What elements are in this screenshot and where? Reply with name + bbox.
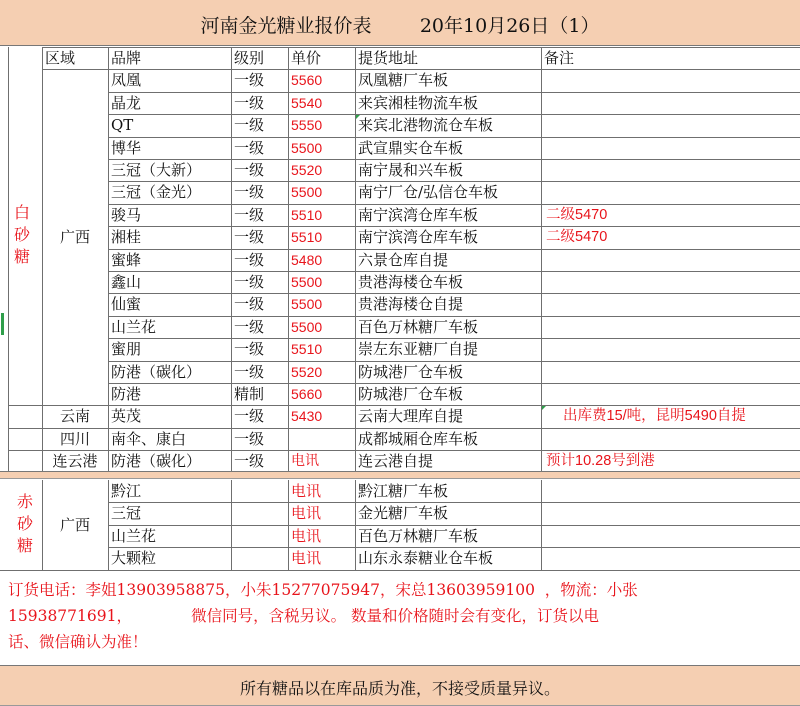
row-selection-marker bbox=[1, 313, 4, 335]
grid-line-h bbox=[108, 293, 800, 294]
price-cell: 5660 bbox=[291, 386, 323, 402]
address-cell: 百色万林糖厂车板 bbox=[358, 317, 479, 336]
grade-cell: 一级 bbox=[234, 295, 265, 314]
grid-line-v bbox=[355, 480, 356, 570]
header-note: 备注 bbox=[544, 49, 575, 67]
grid-line-h bbox=[108, 137, 800, 138]
section-separator bbox=[0, 471, 800, 479]
price-cell: 5540 bbox=[291, 94, 323, 111]
price-cell: 电讯 bbox=[291, 549, 322, 568]
note-cell: 预计10.28号到港 bbox=[546, 453, 655, 470]
address-cell: 来宾北港物流仓车板 bbox=[358, 116, 494, 135]
grid-line-h bbox=[108, 92, 800, 93]
grid-line-h bbox=[42, 428, 108, 429]
address-cell: 云南大理库自提 bbox=[358, 407, 464, 426]
cell-comment-marker bbox=[356, 115, 360, 119]
grade-cell: 一级 bbox=[234, 228, 265, 247]
price-cell: 5520 bbox=[291, 162, 323, 178]
note-cell: 二级5470 bbox=[546, 229, 608, 246]
price-cell: 5520 bbox=[291, 363, 323, 380]
category-char-red: 砂 bbox=[16, 513, 33, 533]
grade-cell: 一级 bbox=[234, 340, 265, 359]
grade-cell: 一级 bbox=[234, 317, 265, 336]
grid-line-v bbox=[108, 47, 109, 473]
brand-cell: 南伞、康白 bbox=[111, 429, 187, 448]
grid-line-h bbox=[108, 204, 800, 205]
brand-cell: 三冠（大新） bbox=[111, 161, 202, 179]
category-char-red: 糖 bbox=[16, 535, 33, 555]
grade-cell: 精制 bbox=[234, 385, 265, 403]
brand-cell: 鑫山 bbox=[111, 273, 142, 291]
grid-line-h bbox=[42, 405, 108, 406]
price-cell: 5500 bbox=[291, 139, 323, 156]
address-cell: 崇左东亚糖厂自提 bbox=[358, 340, 479, 359]
category-left-line bbox=[8, 47, 9, 473]
grade-cell: 一级 bbox=[234, 71, 265, 90]
brand-cell: 防港（碳化） bbox=[111, 362, 202, 381]
brand-cell: 防港（碳化） bbox=[111, 452, 202, 471]
cell-comment-marker bbox=[542, 406, 546, 410]
price-cell: 5560 bbox=[291, 72, 323, 89]
grade-cell: 一级 bbox=[234, 93, 265, 112]
header-price: 单价 bbox=[291, 49, 322, 67]
contact-line-1: 订货电话：李姐13903958875，小朱15277075947，宋总13603959100 ，物流：小张 bbox=[8, 581, 638, 599]
brand-cell: 黔江 bbox=[111, 482, 142, 500]
grid-line-h bbox=[108, 159, 800, 160]
address-cell: 贵港海楼仓自提 bbox=[358, 295, 464, 314]
grade-cell bbox=[231, 480, 288, 502]
grade-cell: 一级 bbox=[234, 362, 265, 381]
contact-line-2: 15938771691， 微信同号，含税另议。 数量和价格随时会有变化，订货以电 bbox=[8, 607, 600, 625]
price-cell: 5510 bbox=[291, 206, 323, 223]
brand-cell: QT bbox=[111, 116, 134, 135]
grid-line-h bbox=[108, 338, 800, 339]
price-cell: 5510 bbox=[291, 229, 323, 246]
grade-cell bbox=[231, 547, 288, 569]
header-region: 区域 bbox=[45, 49, 76, 67]
grid-line-h bbox=[108, 271, 800, 272]
grade-cell: 一级 bbox=[234, 138, 265, 157]
red-section-bottom bbox=[0, 570, 800, 571]
grid-line-v bbox=[288, 480, 289, 570]
address-cell: 百色万林糖厂车板 bbox=[358, 526, 479, 545]
grid-line-h bbox=[42, 450, 108, 451]
grid-line-h bbox=[108, 383, 800, 384]
price-cell: 5500 bbox=[291, 274, 323, 290]
address-cell: 成都城厢仓库车板 bbox=[358, 429, 479, 448]
header-grade: 级别 bbox=[234, 49, 265, 67]
note-cell: 二级5470 bbox=[546, 206, 608, 223]
grid-line-v bbox=[42, 47, 43, 473]
price-cell bbox=[288, 428, 355, 450]
brand-cell: 凤凰 bbox=[111, 71, 142, 90]
grid-line-v bbox=[108, 480, 109, 570]
region-cell: 广西 bbox=[59, 515, 90, 534]
address-cell: 黔江糖厂车板 bbox=[358, 482, 449, 500]
contact-line-3: 话、微信确认为准！ bbox=[8, 633, 148, 651]
address-cell: 连云港自提 bbox=[358, 452, 434, 471]
grid-line-v bbox=[288, 47, 289, 473]
brand-cell: 蜜朋 bbox=[111, 340, 142, 359]
brand-cell: 仙蜜 bbox=[111, 295, 142, 314]
brand-cell: 晶龙 bbox=[111, 93, 142, 112]
grid-line-h bbox=[108, 181, 800, 182]
grid-line-h bbox=[8, 450, 800, 451]
price-cell: 电讯 bbox=[291, 526, 322, 545]
brand-cell: 三冠（金光） bbox=[111, 183, 202, 202]
address-cell: 贵港海楼仓车板 bbox=[358, 273, 464, 291]
grade-cell bbox=[231, 525, 288, 547]
brand-cell: 大颗粒 bbox=[111, 549, 157, 568]
address-cell: 防城港厂仓车板 bbox=[358, 385, 464, 403]
address-cell: 来宾湘桂物流车板 bbox=[358, 93, 479, 112]
page-title: 河南金光糖业报价表 20年10月26日（1） bbox=[200, 15, 600, 37]
grade-cell: 一级 bbox=[234, 452, 265, 471]
grade-cell: 一级 bbox=[234, 407, 265, 426]
brand-cell: 英茂 bbox=[111, 407, 142, 426]
brand-cell: 山兰花 bbox=[111, 526, 157, 545]
grade-cell bbox=[231, 502, 288, 524]
brand-cell: 防港 bbox=[111, 385, 142, 403]
brand-cell: 湘桂 bbox=[111, 228, 142, 247]
address-cell: 金光糖厂车板 bbox=[358, 504, 449, 523]
region-cell: 连云港 bbox=[52, 452, 98, 471]
category-char-white: 砂 bbox=[13, 225, 30, 245]
price-cell: 5500 bbox=[291, 296, 323, 313]
title-band bbox=[0, 0, 800, 46]
grid-line-h bbox=[108, 114, 800, 115]
header-top-line bbox=[42, 47, 800, 48]
price-cell: 5500 bbox=[291, 318, 323, 335]
category-char-red: 赤 bbox=[16, 491, 33, 511]
price-cell: 5500 bbox=[291, 184, 323, 201]
region-cell: 云南 bbox=[59, 407, 90, 426]
grid-line-h bbox=[8, 405, 800, 406]
grade-cell: 一级 bbox=[234, 183, 265, 202]
address-cell: 南宁滨湾仓库车板 bbox=[358, 228, 479, 247]
address-cell: 凤凰糖厂车板 bbox=[358, 71, 449, 90]
grade-cell: 一级 bbox=[234, 250, 265, 269]
grid-line-v bbox=[42, 480, 43, 570]
price-cell: 电讯 bbox=[291, 453, 319, 470]
note-cell: 出库费15/吨，昆明5490自提 bbox=[563, 408, 746, 425]
price-cell: 5480 bbox=[291, 251, 323, 268]
price-cell: 5550 bbox=[291, 117, 323, 134]
brand-cell: 三冠 bbox=[111, 504, 142, 523]
price-cell: 电讯 bbox=[291, 482, 322, 500]
price-cell: 5430 bbox=[291, 408, 323, 425]
region-cell: 广西 bbox=[59, 228, 90, 247]
header-address: 提货地址 bbox=[358, 49, 419, 67]
grid-line-v bbox=[231, 480, 232, 570]
brand-cell: 博华 bbox=[111, 138, 142, 157]
address-cell: 武宣鼎实仓车板 bbox=[358, 138, 464, 157]
footer-note: 所有糖品以在库品质为准，不接受质量异议。 bbox=[239, 679, 560, 698]
category-char-white: 白 bbox=[13, 203, 30, 223]
region-cell: 四川 bbox=[59, 429, 90, 448]
grid-line-h bbox=[108, 226, 800, 227]
price-cell: 5510 bbox=[291, 341, 323, 358]
footer-band bbox=[0, 665, 800, 706]
header-brand: 品牌 bbox=[111, 49, 142, 67]
grid-line-h bbox=[8, 428, 800, 429]
grade-cell: 一级 bbox=[234, 273, 265, 291]
header-bottom-line bbox=[42, 69, 800, 70]
brand-cell: 山兰花 bbox=[111, 317, 157, 336]
grid-line-h bbox=[108, 361, 800, 362]
price-cell: 电讯 bbox=[291, 504, 322, 523]
grid-line-v bbox=[541, 480, 542, 570]
brand-cell: 骏马 bbox=[111, 205, 142, 224]
grid-line-h bbox=[108, 316, 800, 317]
address-cell: 南宁晟和兴车板 bbox=[358, 161, 464, 179]
brand-cell: 蜜蜂 bbox=[111, 250, 142, 269]
grade-cell: 一级 bbox=[234, 429, 265, 448]
grade-cell: 一级 bbox=[234, 116, 265, 135]
address-cell: 六景仓库自提 bbox=[358, 250, 449, 269]
address-cell: 防城港厂仓车板 bbox=[358, 362, 464, 381]
grade-cell: 一级 bbox=[234, 205, 265, 224]
category-char-white: 糖 bbox=[13, 247, 30, 267]
grade-cell: 一级 bbox=[234, 161, 265, 179]
grid-line-v bbox=[355, 47, 356, 473]
grid-line-h bbox=[108, 249, 800, 250]
grid-line-v bbox=[231, 47, 232, 473]
address-cell: 南宁滨湾仓库车板 bbox=[358, 205, 479, 224]
address-cell: 南宁厂仓/弘信仓车板 bbox=[358, 183, 499, 202]
address-cell: 山东永泰糖业仓车板 bbox=[358, 549, 494, 568]
